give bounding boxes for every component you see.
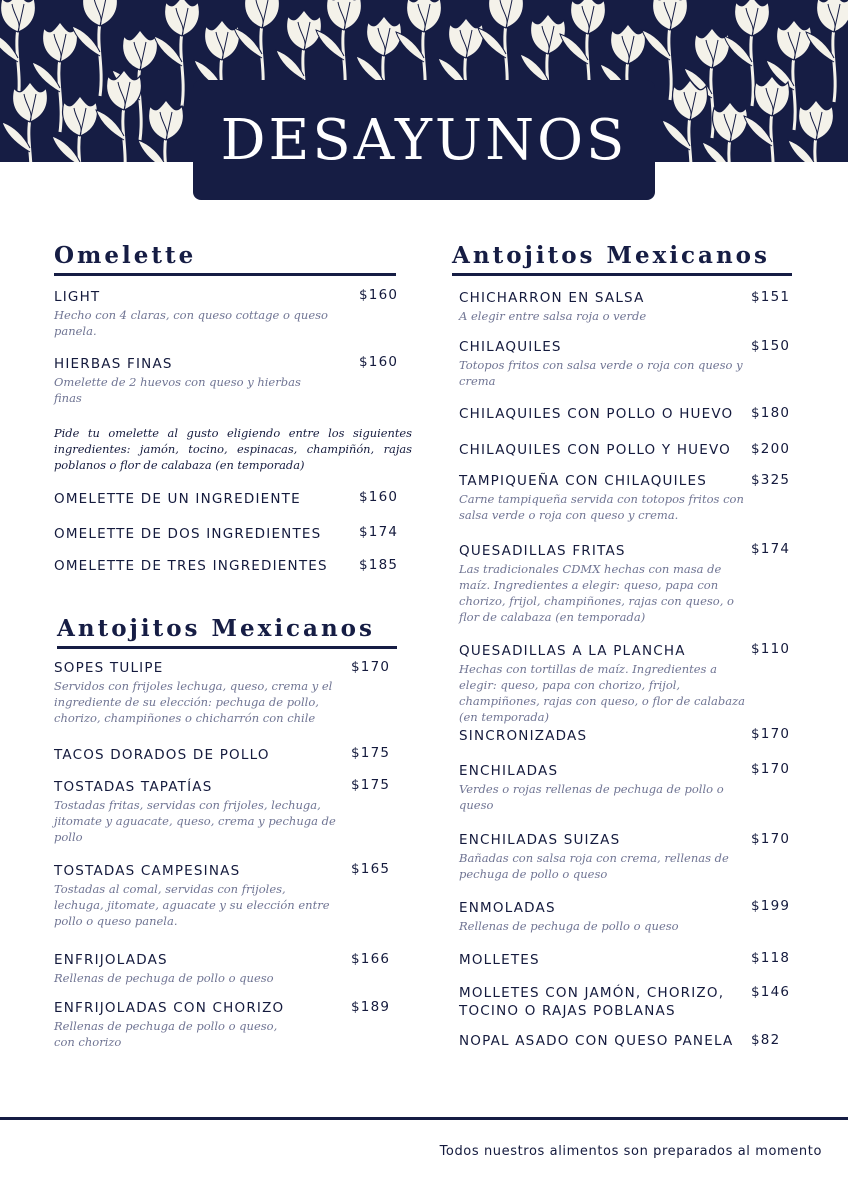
item-name: ENCHILADAS SUIZAS — [459, 832, 621, 848]
item-name: TACOS DORADOS DE POLLO — [54, 747, 270, 763]
antojitos-heading-left: Antojitos Mexicanos — [57, 615, 397, 649]
item-desc: Las tradicionales CDMX hechas con masa de maíz. Ingredientes a elegir: queso, papa con chorizo, frijol, champiñones, rajas con queso, o flor de calabaza (en temporada) — [459, 562, 734, 624]
item-name: NOPAL ASADO CON QUESO PANELA — [459, 1033, 734, 1049]
item-name: CHILAQUILES CON POLLO O HUEVO — [459, 406, 734, 422]
antojitos-heading-right: Antojitos Mexicanos — [452, 242, 792, 276]
item-price: $160 — [359, 489, 399, 505]
item-price: $175 — [351, 745, 391, 761]
item-name: QUESADILLAS FRITAS — [459, 543, 626, 559]
item-price: $160 — [359, 354, 399, 370]
item-price: $170 — [751, 761, 791, 777]
item-desc: Rellenas de pechuga de pollo o queso — [54, 971, 274, 985]
menu-item — [54, 746, 334, 764]
item-price: $110 — [751, 641, 791, 657]
page-title: DESAYUNOS — [220, 107, 628, 173]
item-name: SINCRONIZADAS — [459, 728, 588, 744]
item-desc: Bañadas con salsa roja con crema, rellenas de pechuga de pollo o queso — [459, 851, 729, 881]
item-name: ENFRIJOLADAS — [54, 952, 168, 968]
item-desc: Rellenas de pechuga de pollo o queso, con chorizo — [54, 1019, 278, 1049]
item-price: $166 — [351, 951, 391, 967]
item-price: $165 — [351, 861, 391, 877]
omelette-heading: Omelette — [54, 242, 396, 276]
item-desc: Hechas con tortillas de maíz. Ingredientes a elegir: queso, papa con chorizo, frijol, champiñones, rajas con queso, o flor de calabaza (en temporada) — [459, 662, 745, 724]
footer-divider — [0, 1117, 848, 1120]
menu-item — [54, 951, 336, 986]
item-price: $82 — [751, 1032, 781, 1048]
menu-item — [459, 289, 744, 324]
item-price: $174 — [751, 541, 791, 557]
menu-item — [54, 659, 334, 726]
item-desc: Omelette de 2 huevos con queso y hierbas finas — [54, 375, 301, 405]
menu-item — [459, 472, 744, 523]
footer-note: Todos nuestros alimentos son preparados al momento — [439, 1144, 822, 1159]
item-name: LIGHT — [54, 289, 101, 305]
item-name: SOPES TULIPE — [54, 660, 164, 676]
title-box — [193, 80, 655, 200]
item-price: $175 — [351, 777, 391, 793]
menu-item — [54, 778, 336, 845]
item-name: OMELETTE DE TRES INGREDIENTES — [54, 558, 328, 574]
item-price: $170 — [751, 726, 791, 742]
menu-item — [54, 999, 294, 1050]
item-price: $160 — [359, 287, 399, 303]
menu-item — [459, 899, 744, 934]
item-name: CHILAQUILES CON POLLO Y HUEVO — [459, 442, 731, 458]
menu-item — [459, 762, 729, 813]
item-price: $150 — [751, 338, 791, 354]
menu-item — [459, 642, 751, 725]
item-name: MOLLETES — [459, 952, 540, 968]
menu-item — [54, 288, 334, 339]
item-name: ENMOLADAS — [459, 900, 556, 916]
menu-item — [459, 1032, 744, 1050]
menu-item — [459, 831, 744, 882]
item-desc: Servidos con frijoles lechuga, queso, crema y el ingrediente de su elección: pechuga de pollo, chorizo, champiñones o chicharrón con chile — [54, 679, 333, 725]
menu-item — [54, 862, 336, 929]
item-desc: Totopos fritos con salsa verde o roja con queso y crema — [459, 358, 743, 388]
item-desc: Hecho con 4 claras, con queso cottage o queso panela. — [54, 308, 328, 338]
item-name: TOSTADAS TAPATÍAS — [54, 779, 213, 795]
menu-item — [459, 951, 744, 969]
menu-item — [459, 338, 744, 389]
menu-item — [459, 542, 751, 625]
item-name: CHILAQUILES — [459, 339, 562, 355]
item-price: $199 — [751, 898, 791, 914]
item-name: QUESADILLAS A LA PLANCHA — [459, 643, 686, 659]
menu-item — [459, 727, 744, 745]
menu-item — [459, 441, 744, 459]
item-name: ENCHILADAS — [459, 763, 559, 779]
item-name: MOLLETES CON JAMÓN, CHORIZO, TOCINO O RAJAS POBLANAS — [459, 985, 725, 1019]
item-price: $151 — [751, 289, 791, 305]
menu-item — [54, 525, 354, 543]
item-name: OMELETTE DE UN INGREDIENTE — [54, 491, 301, 507]
item-price: $325 — [751, 472, 791, 488]
item-price: $200 — [751, 441, 791, 457]
omelette-note: Pide tu omelette al gusto eligiendo entre los siguientes ingredientes: jamón, tocino, espinacas, champiñón, rajas poblanos o flor de calabaza (en temporada) — [54, 426, 412, 472]
item-name: TAMPIQUEÑA CON CHILAQUILES — [459, 473, 708, 489]
item-price: $180 — [751, 405, 791, 421]
item-price: $118 — [751, 950, 791, 966]
menu-item — [54, 490, 354, 508]
item-name: OMELETTE DE DOS INGREDIENTES — [54, 526, 322, 542]
item-desc: Tostadas fritas, servidas con frijoles, lechuga, jitomate y aguacate, queso, crema y pechuga de pollo — [54, 798, 336, 844]
menu-item — [54, 355, 314, 406]
item-price: $185 — [359, 557, 399, 573]
menu-item — [459, 405, 744, 423]
menu-item — [459, 984, 731, 1020]
item-price: $170 — [751, 831, 791, 847]
item-name: CHICHARRON EN SALSA — [459, 290, 645, 306]
item-desc: Tostadas al comal, servidas con frijoles, lechuga, jitomate, aguacate y su elección entre pollo o queso panela. — [54, 882, 330, 928]
item-price: $170 — [351, 659, 391, 675]
item-desc: A elegir entre salsa roja o verde — [459, 309, 647, 323]
item-name: TOSTADAS CAMPESINAS — [54, 863, 241, 879]
item-desc: Verdes o rojas rellenas de pechuga de pollo o queso — [459, 782, 724, 812]
item-name: HIERBAS FINAS — [54, 356, 173, 372]
item-price: $174 — [359, 524, 399, 540]
menu-item — [54, 557, 354, 575]
item-price: $189 — [351, 999, 391, 1015]
item-price: $146 — [751, 984, 791, 1000]
item-desc: Rellenas de pechuga de pollo o queso — [459, 919, 679, 933]
item-name: ENFRIJOLADAS CON CHORIZO — [54, 1000, 285, 1016]
item-desc: Carne tampiqueña servida con totopos fritos con salsa verde o roja con queso y crema. — [459, 492, 744, 522]
